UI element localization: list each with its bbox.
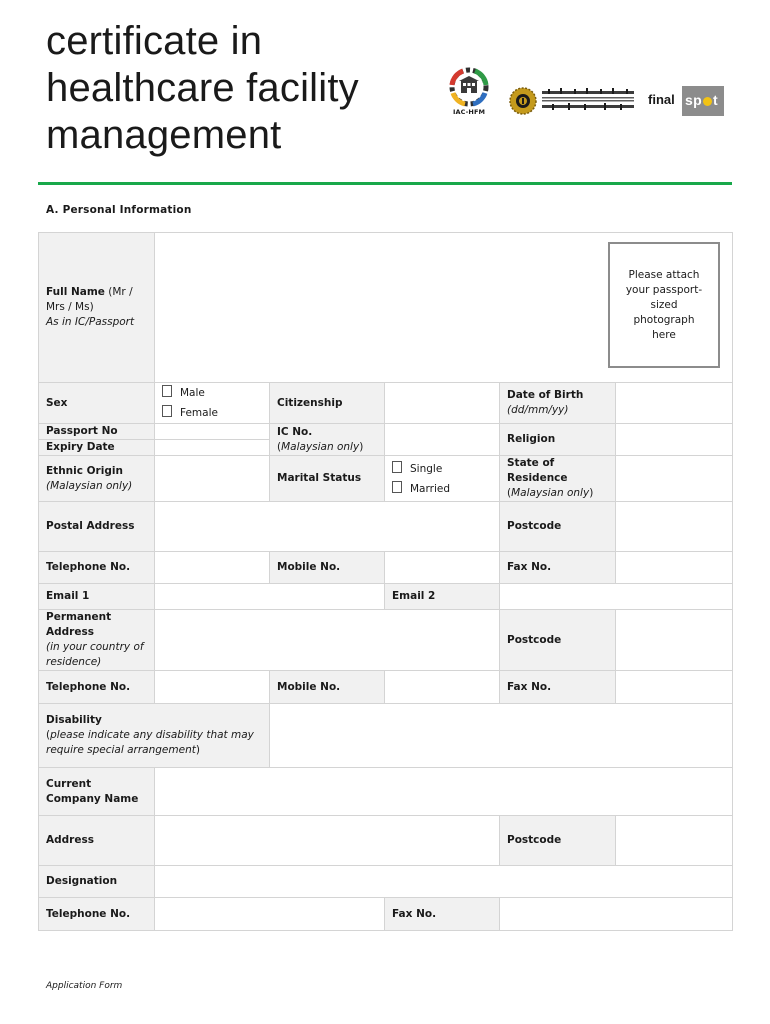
marital-option-married[interactable] [392, 479, 492, 499]
table-row [39, 610, 733, 671]
checkbox-icon[interactable] [392, 481, 402, 493]
ic-label-cell [270, 424, 385, 456]
table-row [39, 671, 733, 704]
iac-hfm-logo [446, 66, 492, 120]
ic-sub-open: ( [277, 440, 282, 453]
company-label: Current Company Name [39, 768, 155, 816]
ethnic-label: Ethnic Origin [46, 464, 123, 477]
table-row [39, 552, 733, 584]
table-row [39, 898, 733, 931]
spot-logo-box [682, 86, 724, 116]
postcode-label: Postcode [500, 502, 616, 552]
photo-placeholder[interactable] [608, 242, 720, 368]
state-label: State of Residence [507, 457, 568, 484]
permanent-fax-field[interactable] [616, 671, 733, 704]
ethnic-sub: (Malaysian only) [46, 479, 133, 492]
expiry-label: Expiry Date [39, 440, 155, 456]
email1-field[interactable] [155, 584, 385, 610]
state-label-cell [500, 456, 616, 502]
permanent-address-label: Permanent Address [46, 611, 112, 638]
gear-logo-icon [446, 66, 492, 110]
spot-logo-text-part-2: t [712, 92, 718, 108]
personal-information-table [38, 232, 733, 931]
ethnic-field[interactable] [155, 456, 270, 502]
postal-address-label: Postal Address [39, 502, 155, 552]
table-row [39, 502, 733, 552]
checkbox-icon[interactable] [392, 461, 402, 473]
photo-instruction: Please attach your passport-sized photograph here [625, 268, 703, 341]
designation-field[interactable] [155, 866, 733, 898]
full-name-sub: As in IC/Passport [46, 316, 135, 328]
disability-label-cell [39, 704, 270, 768]
designation-label: Designation [39, 866, 155, 898]
sex-option-female[interactable] [162, 403, 262, 423]
passport-label: Passport No [39, 424, 155, 440]
marital-option-single-label: Single [410, 462, 443, 475]
ic-label: IC No. [277, 425, 313, 438]
full-name-titles: (Mr / Mrs / Ms) [46, 286, 133, 313]
company-address-label: Address [39, 816, 155, 866]
company-address-field[interactable] [155, 816, 500, 866]
table-row [39, 768, 733, 816]
marital-option-single[interactable] [392, 459, 492, 479]
permanent-fax-label: Fax No. [500, 671, 616, 704]
ic-sub-close: ) [359, 440, 364, 453]
table-row [39, 584, 733, 610]
fax-label: Fax No. [500, 552, 616, 584]
marital-options-cell [385, 456, 500, 502]
page-title [46, 18, 446, 159]
finalspot-logo [646, 84, 726, 118]
sex-label: Sex [39, 383, 155, 424]
checkbox-icon[interactable] [162, 385, 172, 397]
table-row [39, 424, 733, 440]
ic-sub: Malaysian only [281, 440, 360, 453]
table-row [39, 233, 733, 383]
citizenship-label: Citizenship [270, 383, 385, 424]
permanent-address-field[interactable] [155, 610, 500, 671]
dob-sub: (dd/mm/yy) [507, 404, 569, 416]
expiry-field[interactable] [155, 440, 270, 456]
permanent-mobile-label: Mobile No. [270, 671, 385, 704]
permanent-mobile-field[interactable] [385, 671, 500, 704]
passport-field[interactable] [155, 424, 270, 440]
company-fax-field[interactable] [500, 898, 733, 931]
company-postcode-field[interactable] [616, 816, 733, 866]
permanent-address-label-cell [39, 610, 155, 671]
sex-option-male[interactable] [162, 383, 262, 403]
postcode-field[interactable] [616, 502, 733, 552]
disability-sub-close: ) [195, 744, 200, 756]
permanent-address-sub: (in your country of residence) [46, 641, 144, 668]
sex-options-cell [155, 383, 270, 424]
dob-field[interactable] [616, 383, 733, 424]
permanent-telephone-field[interactable] [155, 671, 270, 704]
company-field[interactable] [155, 768, 733, 816]
table-row [39, 704, 733, 768]
disability-label: Disability [46, 714, 102, 726]
disability-sub-open: ( [46, 729, 51, 741]
company-postcode-label: Postcode [500, 816, 616, 866]
telephone-label: Telephone No. [39, 552, 155, 584]
title-line-2: healthcare facility [46, 66, 359, 110]
disability-field[interactable] [270, 704, 733, 768]
dob-label-cell [500, 383, 616, 424]
checkbox-icon[interactable] [162, 405, 172, 417]
spot-logo-text-part-1: sp [685, 92, 702, 108]
footer-text: Application Form [46, 981, 123, 991]
iium-emblem-icon [508, 86, 638, 116]
permanent-postcode-field[interactable] [616, 610, 733, 671]
email2-label: Email 2 [385, 584, 500, 610]
email2-field[interactable] [500, 584, 733, 610]
title-line-3: management [46, 113, 282, 157]
permanent-telephone-label: Telephone No. [39, 671, 155, 704]
yellow-dot-icon [703, 97, 712, 106]
sex-option-female-label: Female [180, 407, 218, 419]
spot-logo-text [685, 92, 718, 108]
section-title: A. Personal Information [46, 204, 192, 216]
title-line-1: certificate in [46, 19, 263, 63]
marital-label: Marital Status [270, 456, 385, 502]
permanent-postcode-label: Postcode [500, 610, 616, 671]
dob-label: Date of Birth [507, 389, 584, 401]
marital-option-married-label: Married [410, 482, 450, 495]
state-field[interactable] [616, 456, 733, 502]
table-row [39, 816, 733, 866]
religion-field[interactable] [616, 424, 733, 456]
company-telephone-field[interactable] [155, 898, 385, 931]
fax-field[interactable] [616, 552, 733, 584]
full-name-field[interactable] [155, 233, 733, 383]
state-sub-open: ( [507, 487, 512, 499]
email1-label: Email 1 [39, 584, 155, 610]
header-divider [38, 182, 732, 185]
mobile-field[interactable] [385, 552, 500, 584]
ethnic-label-cell [39, 456, 155, 502]
table-row [39, 383, 733, 424]
religion-label: Religion [500, 424, 616, 456]
sex-option-male-label: Male [180, 387, 205, 399]
mobile-label: Mobile No. [270, 552, 385, 584]
company-fax-label: Fax No. [385, 898, 500, 931]
full-name-label-cell [39, 233, 155, 383]
table-row [39, 866, 733, 898]
table-row [39, 456, 733, 502]
final-logo-text: final [648, 92, 675, 107]
ic-field[interactable] [385, 424, 500, 456]
state-sub-close: ) [589, 487, 594, 499]
telephone-field[interactable] [155, 552, 270, 584]
citizenship-field[interactable] [385, 383, 500, 424]
postal-address-field[interactable] [155, 502, 500, 552]
disability-sub: please indicate any disability that may require special arrangement [46, 729, 254, 756]
iac-logo-label: IAC-HFM [452, 108, 486, 116]
company-telephone-label: Telephone No. [39, 898, 155, 931]
state-sub: Malaysian only [511, 487, 590, 499]
iium-logo [508, 86, 638, 116]
full-name-label: Full Name [46, 286, 105, 298]
